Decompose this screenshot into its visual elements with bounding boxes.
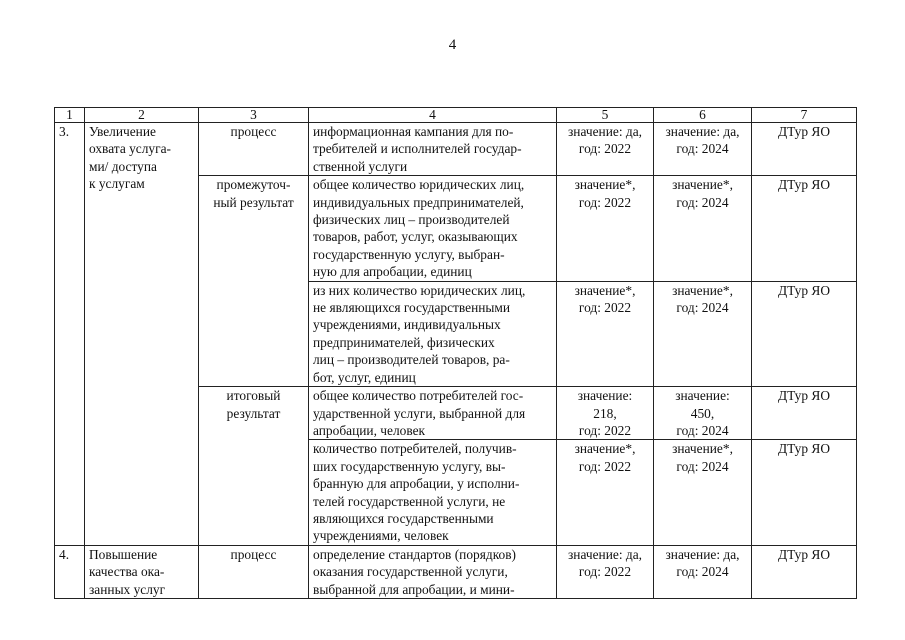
stage-label-line: результат — [226, 405, 281, 421]
target-value-line: значение*, — [672, 441, 733, 457]
indicator-text-line: физических лиц – производителей — [313, 212, 510, 228]
indicator-text-line: общее количество юридических лиц, — [313, 177, 525, 193]
responsible-line: ДТур ЯО — [778, 441, 830, 457]
base-value-line: значение*, — [574, 441, 636, 457]
indicator-text-line: ударственной услуги, выбранной для — [313, 405, 526, 421]
indicator-text-line: телей государственной услуги, не — [313, 493, 506, 509]
base-value-line: год: 2022 — [578, 141, 632, 157]
indicator-text — [309, 545, 557, 598]
stage-label-line: процесс — [230, 546, 277, 562]
indicator-text-line: не являющихся государственными — [313, 300, 511, 316]
column-header-3: 3 — [199, 108, 309, 123]
indicator-text-line: количество потребителей, получив- — [313, 441, 517, 457]
task-name-line: охвата услуга- — [89, 141, 172, 157]
indicator-text-line: требителей и исполнителей государ- — [313, 141, 522, 157]
stage-label — [199, 387, 309, 546]
indicator-text — [309, 387, 557, 440]
row-number — [55, 123, 85, 546]
base-value — [557, 176, 654, 281]
base-value-line: год: 2022 — [578, 422, 632, 438]
indicator-text-line: лиц – производителей товаров, ра- — [313, 352, 510, 368]
target-value — [654, 176, 752, 281]
target-value — [654, 387, 752, 440]
indicators-table — [54, 107, 857, 599]
column-header-5: 5 — [557, 108, 654, 123]
indicator-text-line: ших государственную услугу, вы- — [313, 458, 506, 474]
target-value-line: год: 2024 — [676, 300, 729, 316]
task-name-line: Повышение — [89, 546, 158, 562]
base-value — [557, 123, 654, 176]
base-value-line: значение*, — [574, 177, 636, 193]
target-value-line: год: 2024 — [676, 458, 729, 474]
target-value — [654, 440, 752, 545]
stage-label — [199, 176, 309, 387]
indicator-text-line: учреждениями, индивидуальных — [313, 317, 501, 333]
responsible — [752, 123, 857, 176]
responsible-line: ДТур ЯО — [778, 282, 830, 298]
indicator-text-line: апробации, человек — [313, 422, 426, 438]
row-number-line: 3. — [59, 124, 70, 139]
column-header-7: 7 — [752, 108, 857, 123]
indicator-text-line: бранную для апробации, у исполни- — [313, 476, 520, 492]
indicator-text-line: ную для апробации, единиц — [313, 264, 472, 280]
stage-label-line: итоговый — [226, 388, 281, 404]
indicator-text-line: товаров, работ, услуг, оказывающих — [313, 229, 518, 245]
indicator-text-line: ственной услуги — [313, 158, 408, 174]
base-value-line: значение: да, — [568, 124, 642, 139]
task-name-line: ми/ доступа — [89, 158, 157, 174]
column-header-6: 6 — [654, 108, 752, 123]
responsible — [752, 387, 857, 440]
indicator-text — [309, 176, 557, 281]
target-value — [654, 123, 752, 176]
target-value-line: значение*, — [672, 282, 733, 298]
row-number — [55, 545, 85, 598]
indicator-text-line: определение стандартов (порядков) — [313, 546, 517, 562]
task-name — [85, 123, 199, 546]
indicator-text-line: индивидуальных предпринимателей, — [313, 194, 524, 210]
column-header-2: 2 — [85, 108, 199, 123]
table-header-row — [55, 108, 857, 123]
target-value-line: год: 2024 — [676, 422, 729, 438]
base-value-line: год: 2022 — [578, 300, 632, 316]
base-value-line: год: 2022 — [578, 564, 632, 580]
responsible — [752, 440, 857, 545]
indicator-text-line: государственную услугу, выбран- — [313, 246, 505, 262]
table-row — [55, 545, 857, 598]
base-value-line: значение: — [577, 388, 633, 404]
responsible-line: ДТур ЯО — [778, 124, 830, 139]
target-value — [654, 545, 752, 598]
base-value — [557, 545, 654, 598]
row-number-line: 4. — [59, 546, 70, 562]
target-value-line: год: 2024 — [676, 564, 729, 580]
stage-label-line: процесс — [230, 124, 277, 139]
indicator-text — [309, 440, 557, 545]
target-value — [654, 281, 752, 386]
target-value-line: год: 2024 — [676, 141, 729, 157]
stage-label-line: промежуточ- — [216, 177, 291, 193]
indicator-text-line: из них количество юридических лиц, — [313, 282, 526, 298]
target-value-line: значение: да, — [665, 546, 740, 562]
indicator-text-line: оказания государственной услуги, — [313, 564, 508, 580]
indicator-text-line: учреждениями, человек — [313, 528, 449, 544]
target-value-line: значение: — [675, 388, 730, 404]
base-value-line: год: 2022 — [578, 194, 632, 210]
responsible-line: ДТур ЯО — [778, 388, 830, 404]
indicator-text-line: являющихся государственными — [313, 510, 494, 526]
base-value — [557, 281, 654, 386]
indicator-text — [309, 123, 557, 176]
base-value-line: год: 2022 — [578, 458, 632, 474]
task-name — [85, 545, 199, 598]
base-value-line: 218, — [593, 405, 617, 421]
column-header-1: 1 — [55, 108, 85, 123]
stage-label — [199, 123, 309, 176]
target-value-line: значение*, — [672, 177, 733, 193]
indicator-text-line: предпринимателей, физических — [313, 334, 495, 350]
column-header-4: 4 — [309, 108, 557, 123]
stage-label — [199, 545, 309, 598]
responsible — [752, 176, 857, 281]
task-name-line: занных услуг — [89, 581, 166, 597]
stage-label-line: ный результат — [213, 194, 294, 210]
responsible-line: ДТур ЯО — [778, 177, 830, 193]
responsible-line: ДТур ЯО — [778, 546, 830, 562]
responsible — [752, 545, 857, 598]
table-row — [55, 123, 857, 176]
base-value — [557, 387, 654, 440]
task-name-line: Увеличение — [89, 124, 156, 139]
target-value-line: год: 2024 — [676, 194, 729, 210]
indicator-text-line: бот, услуг, единиц — [313, 369, 416, 385]
base-value-line: значение: да, — [568, 546, 642, 562]
indicator-text-line: информационная кампания для по- — [313, 124, 514, 139]
page-number: 4 — [448, 37, 457, 53]
task-name-line: качества ока- — [89, 564, 165, 580]
base-value — [557, 440, 654, 545]
base-value-line: значение*, — [574, 282, 636, 298]
target-value-line: значение: да, — [665, 124, 740, 139]
responsible — [752, 281, 857, 386]
indicator-text-line: выбранной для апробации, и мини- — [313, 581, 515, 597]
indicator-text — [309, 281, 557, 386]
target-value-line: 450, — [690, 405, 715, 421]
task-name-line: к услугам — [89, 176, 145, 192]
indicator-text-line: общее количество потребителей гос- — [313, 388, 524, 404]
